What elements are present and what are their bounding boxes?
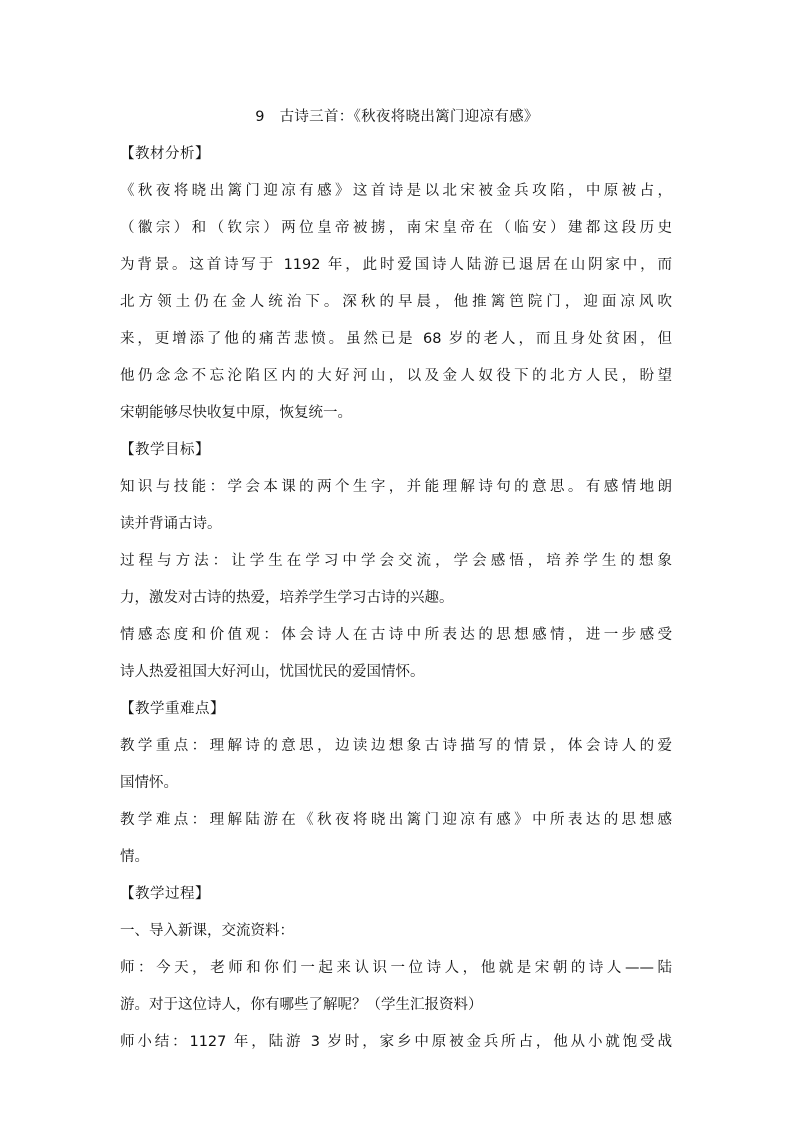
paragraph-line: 国情怀。: [120, 775, 178, 791]
paragraph-line: 他仍念念不忘沦陷区内的大好河山，以及金人奴役下的北方人民，盼望: [120, 368, 672, 384]
paragraph-line: 北方领土仍在金人统治下。深秋的早晨，他推篱笆院门，迎面凉风吹: [120, 294, 672, 310]
paragraph-line: 情。: [120, 849, 149, 865]
section-heading-key-difficult-points: 【教学重难点】: [120, 701, 225, 717]
paragraph-line: 宋朝能够尽快收复中原，恢复统一。: [120, 405, 352, 421]
paragraph-line: 过程与方法：让学生在学习中学会交流，学会感悟，培养学生的想象: [120, 553, 672, 569]
paragraph-line: 为背景。这首诗写于 1192 年，此时爱国诗人陆游已退居在山阴家中，而: [120, 257, 672, 273]
lesson-title: 9 古诗三首：《秋夜将晓出篱门迎凉有感》: [255, 109, 539, 125]
paragraph-line: 师小结：1127 年，陆游 3 岁时，家乡中原被金兵所占，他从小就饱受战: [120, 1034, 672, 1050]
paragraph-line: 《秋夜将晓出篱门迎凉有感》这首诗是以北宋被金兵攻陷，中原被占，: [120, 183, 672, 199]
paragraph-line: 教学难点：理解陆游在《秋夜将晓出篱门迎凉有感》中所表达的思想感: [120, 812, 672, 828]
paragraph-line: 知识与技能：学会本课的两个生字，并能理解诗句的意思。有感情地朗: [120, 479, 672, 495]
paragraph-line: 教学重点：理解诗的意思，边读边想象古诗描写的情景，体会诗人的爱: [120, 738, 672, 754]
paragraph-line: （徽宗）和（钦宗）两位皇帝被掳，南宋皇帝在（临安）建都这段历史: [120, 220, 672, 236]
paragraph-line: 读并背诵古诗。: [120, 516, 222, 532]
section-heading-material-analysis: 【教材分析】: [120, 146, 210, 162]
paragraph-line: 力，激发对古诗的热爱，培养学生学习古诗的兴趣。: [120, 590, 454, 606]
paragraph-line: 诗人热爱祖国大好河山，忧国忧民的爱国情怀。: [120, 664, 425, 680]
paragraph-line: 游。对于这位诗人，你有哪些了解呢？（学生汇报资料）: [120, 997, 483, 1013]
section-heading-teaching-goals: 【教学目标】: [120, 442, 210, 458]
paragraph-line: 来，更增添了他的痛苦悲愤。虽然已是 68 岁的老人，而且身处贫困，但: [120, 331, 672, 347]
paragraph-line: 一、导入新课，交流资料：: [120, 923, 294, 939]
paragraph-line: 师：今天，老师和你们一起来认识一位诗人，他就是宋朝的诗人——陆: [120, 960, 672, 976]
paragraph-line: 情感态度和价值观：体会诗人在古诗中所表达的思想感情，进一步感受: [120, 627, 672, 643]
section-heading-teaching-process: 【教学过程】: [120, 886, 210, 902]
